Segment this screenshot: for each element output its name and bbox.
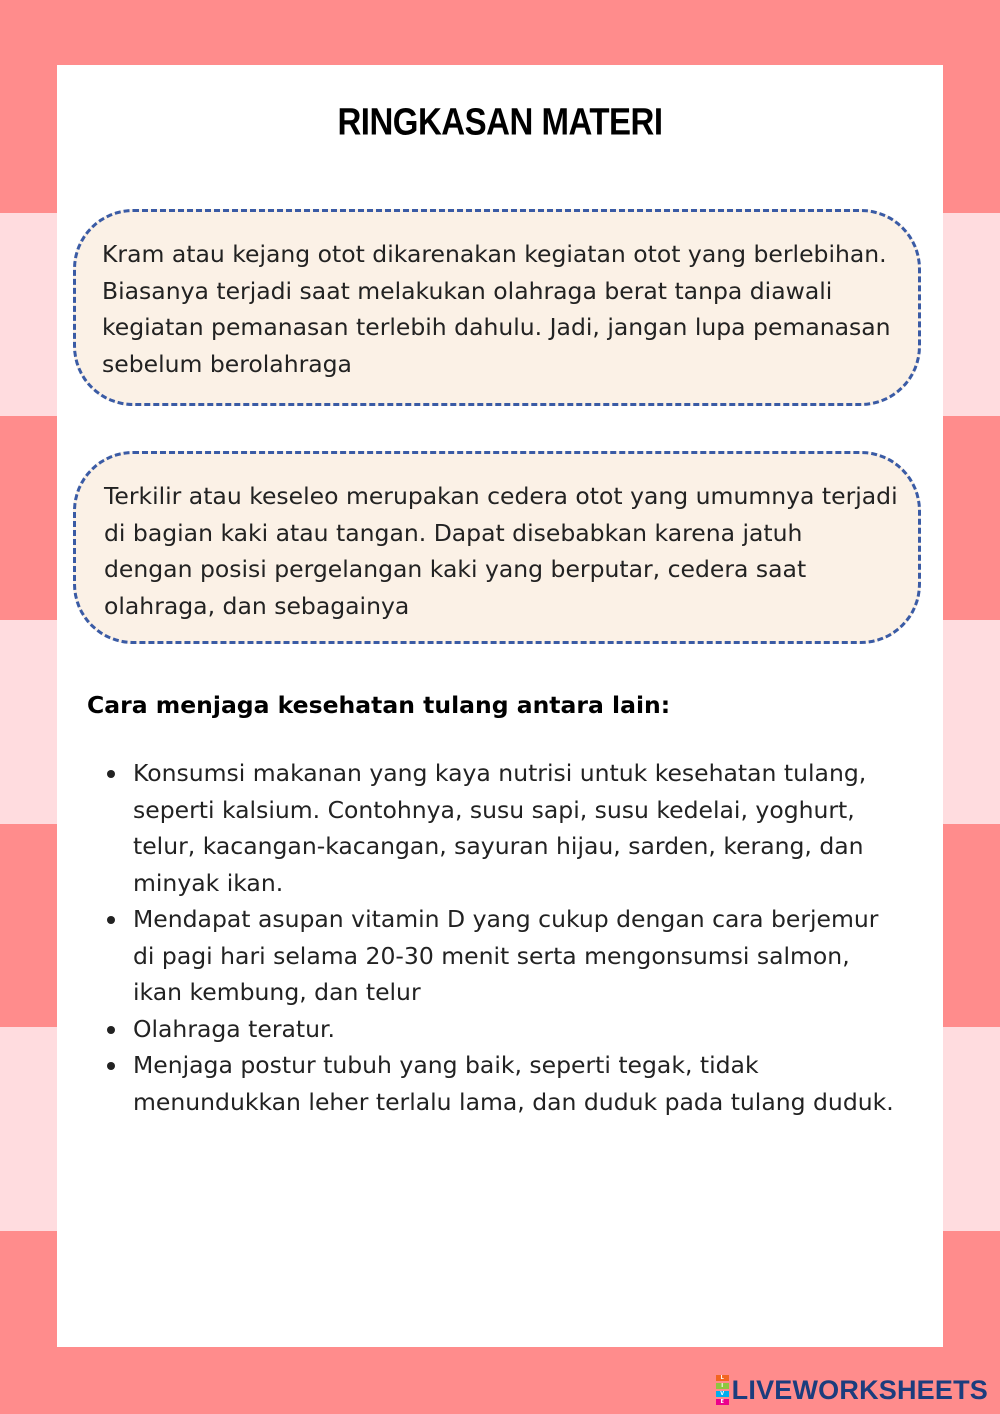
bullet-icon [107,1026,115,1034]
bone-health-heading: Cara menjaga kesehatan tulang antara lain: [87,691,671,719]
liveworksheets-icon: L I V E [716,1374,729,1406]
liveworksheets-logo[interactable] [716,1373,988,1407]
summary-box-text: Terkilir atau keseleo merupakan cedera otot yang umumnya terjadi di bagian kaki atau tangan. Dapat disebabkan karena jatuh dengan posisi pergelangan kaki yang berputar, cedera saat olahraga, dan sebagainya [104,482,898,620]
bullet-icon [107,770,115,778]
bullet-icon [107,1062,115,1070]
bone-health-list [87,755,897,1120]
list-item: Olahraga teratur. [87,1011,897,1048]
list-item: Mendapat asupan vitamin D yang cukup dengan cara berjemur di pagi hari selama 20-30 menit serta mengonsumsi salmon, ikan kembung, dan telur [87,901,897,1011]
brand-name: LIVEWORKSHEETS [731,1374,988,1405]
summary-box-text: Kram atau kejang otot dikarenakan kegiatan otot yang berlebihan. Biasanya terjadi saat melakukan olahraga berat tanpa diawali kegiatan pemanasan terlebih dahulu. Jadi, jangan lupa pemanasan sebelum berolahraga [102,240,891,378]
summary-box-cramp [73,209,921,406]
list-item: Menjaga postur tubuh yang baik, seperti tegak, tidak menundukkan leher terlalu lama, dan duduk pada tulang duduk. [87,1047,897,1120]
page-title: RINGKASAN MATERI [337,100,663,143]
list-item: Konsumsi makanan yang kaya nutrisi untuk kesehatan tulang, seperti kalsium. Contohnya, susu sapi, susu kedelai, yoghurt, telur, kacangan-kacangan, sayuran hijau, sarden, kerang, dan minyak ikan. [87,755,897,901]
bullet-icon [107,916,115,924]
worksheet-card [57,65,943,1347]
summary-box-sprain [73,451,921,644]
